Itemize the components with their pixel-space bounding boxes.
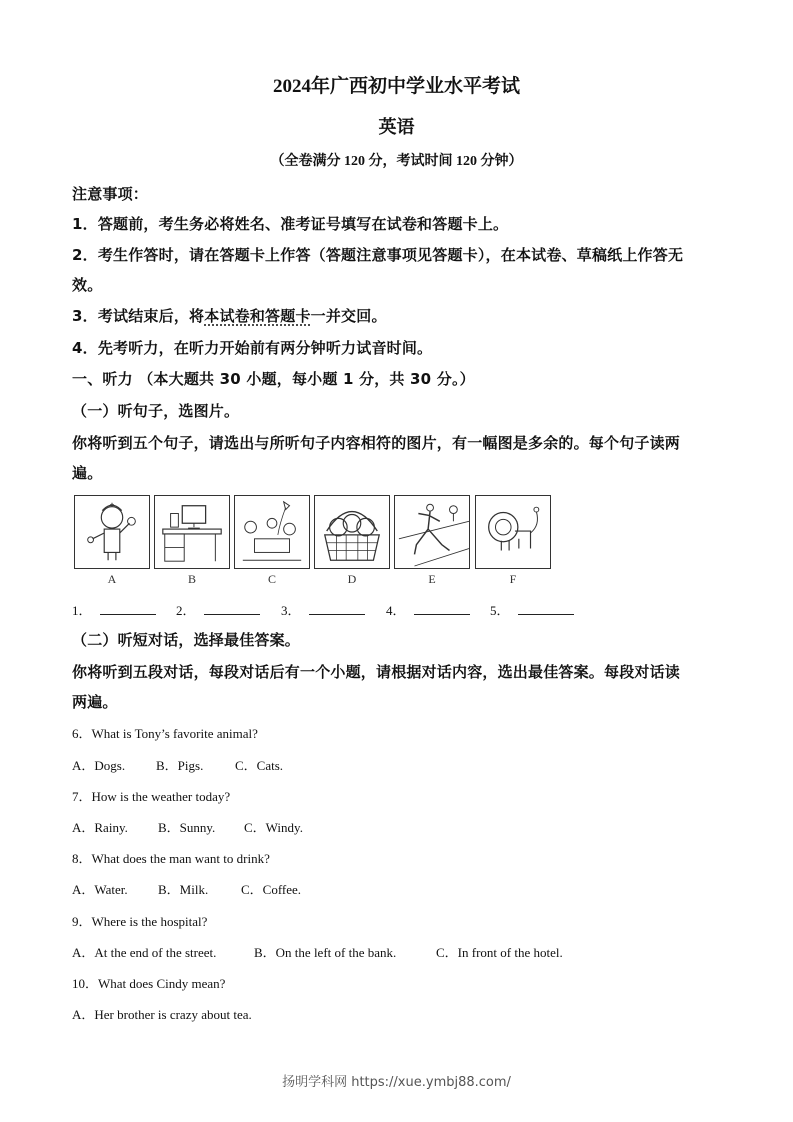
picture-label-a: A: [107, 572, 117, 586]
question-9-options: [72, 942, 563, 961]
option-10a[interactable]: A．Her brother is crazy about tea.: [72, 1007, 252, 1022]
question-6: 6．What is Tony’s favorite animal?: [72, 726, 258, 741]
question-10: 10．What does Cindy mean?: [72, 976, 226, 991]
score-info: （全卷满分 120 分，考试时间 120 分钟）: [270, 154, 523, 169]
part2-instruction-1: 你将听到五段对话，每段对话后有一个小题，请根据对话内容，选出最佳答案。每段对话读: [72, 663, 681, 681]
runner-icon: [395, 496, 469, 568]
question-8: 8．What does the man want to drink?: [72, 851, 270, 866]
answer-blank-1[interactable]: 1．: [72, 600, 156, 619]
doctor-child-icon: [75, 496, 149, 568]
blank-line[interactable]: [204, 602, 260, 615]
part2-instruction-2: 两遍。: [72, 693, 118, 711]
exam-subject: 英语: [378, 117, 415, 137]
notice-item-2: 2．考生作答时，请在答题卡上作答（答题注意事项见答题卡），在本试卷、草稿纸上作答无: [72, 246, 684, 264]
picture-a: [74, 495, 150, 569]
option-7a[interactable]: A．Rainy.: [72, 820, 128, 835]
option-7b[interactable]: B．Sunny.: [158, 820, 216, 835]
option-8a[interactable]: A．Water.: [72, 882, 128, 897]
question-7-options: [72, 817, 303, 836]
option-9b[interactable]: B．On the left of the bank.: [254, 945, 397, 960]
notice-item-3-b: 一并交回。: [310, 307, 387, 325]
notice-heading: 注意事项：: [72, 185, 149, 203]
blank-line[interactable]: [309, 602, 365, 615]
notice-item-3: [72, 305, 387, 326]
fruit-basket-icon: [315, 496, 389, 568]
blank-line[interactable]: [414, 602, 470, 615]
picture-c: [234, 495, 310, 569]
option-6c[interactable]: C．Cats.: [235, 758, 284, 773]
option-8b[interactable]: B．Milk.: [158, 882, 209, 897]
picture-d: [314, 495, 390, 569]
section1-heading: 一、听力 （本大题共 30 小题，每小题 1 分，共 30 分。）: [72, 370, 475, 388]
option-6b[interactable]: B．Pigs.: [156, 758, 204, 773]
notice-item-3-a: 3．考试结束后，将: [72, 307, 205, 325]
blank-line[interactable]: [100, 602, 156, 615]
part1-instruction-2: 遍。: [72, 464, 103, 482]
picnic-kids-icon: [235, 496, 309, 568]
answer-blank-4[interactable]: 4．: [386, 600, 470, 619]
picture-f: [475, 495, 551, 569]
answer-blank-3[interactable]: 3．: [281, 600, 365, 619]
notice-item-3-emph: 本试卷和答题卡: [204, 307, 311, 325]
picture-options: [74, 495, 554, 585]
exam-title: 2024年广西初中学业水平考试: [272, 76, 520, 97]
option-7c[interactable]: C．Windy.: [244, 820, 303, 835]
blank-line[interactable]: [518, 602, 574, 615]
answer-blank-5[interactable]: 5．: [490, 600, 574, 619]
option-9a[interactable]: A．At the end of the street.: [72, 945, 217, 960]
picture-label-d: D: [347, 572, 357, 586]
question-9: 9．Where is the hospital?: [72, 914, 208, 929]
picture-label-e: E: [428, 572, 436, 586]
part2-heading: （二）听短对话，选择最佳答案。: [72, 631, 301, 649]
picture-label-b: B: [187, 572, 196, 586]
picture-label-c: C: [267, 572, 276, 586]
notice-item-1: 1．答题前，考生务必将姓名、准考证号填写在试卷和答题卡上。: [72, 215, 509, 233]
part1-heading: （一）听句子，选图片。: [72, 402, 240, 420]
computer-desk-icon: [155, 496, 229, 568]
picture-e: [394, 495, 470, 569]
question-8-options: [72, 879, 301, 898]
option-9c[interactable]: C．In front of the hotel.: [436, 945, 563, 960]
part1-instruction-1: 你将听到五个句子，请选出与所听句子内容相符的图片，有一幅图是多余的。每个句子读两: [72, 434, 681, 452]
footer-watermark: 扬明学科网 https://xue.ymbj88.com/: [282, 1075, 511, 1090]
picture-label-f: F: [509, 572, 517, 586]
question-10-options: [72, 1004, 252, 1023]
notice-item-4: 4．先考听力，在听力开始前有两分钟听力试音时间。: [72, 339, 433, 357]
option-6a[interactable]: A．Dogs.: [72, 758, 126, 773]
question-7: 7．How is the weather today?: [72, 789, 231, 804]
option-8c[interactable]: C．Coffee.: [241, 882, 302, 897]
picture-b: [154, 495, 230, 569]
answer-blank-2[interactable]: 2．: [176, 600, 260, 619]
notice-item-2-cont: 效。: [72, 276, 103, 294]
lion-icon: [476, 496, 550, 568]
question-6-options: [72, 755, 283, 774]
